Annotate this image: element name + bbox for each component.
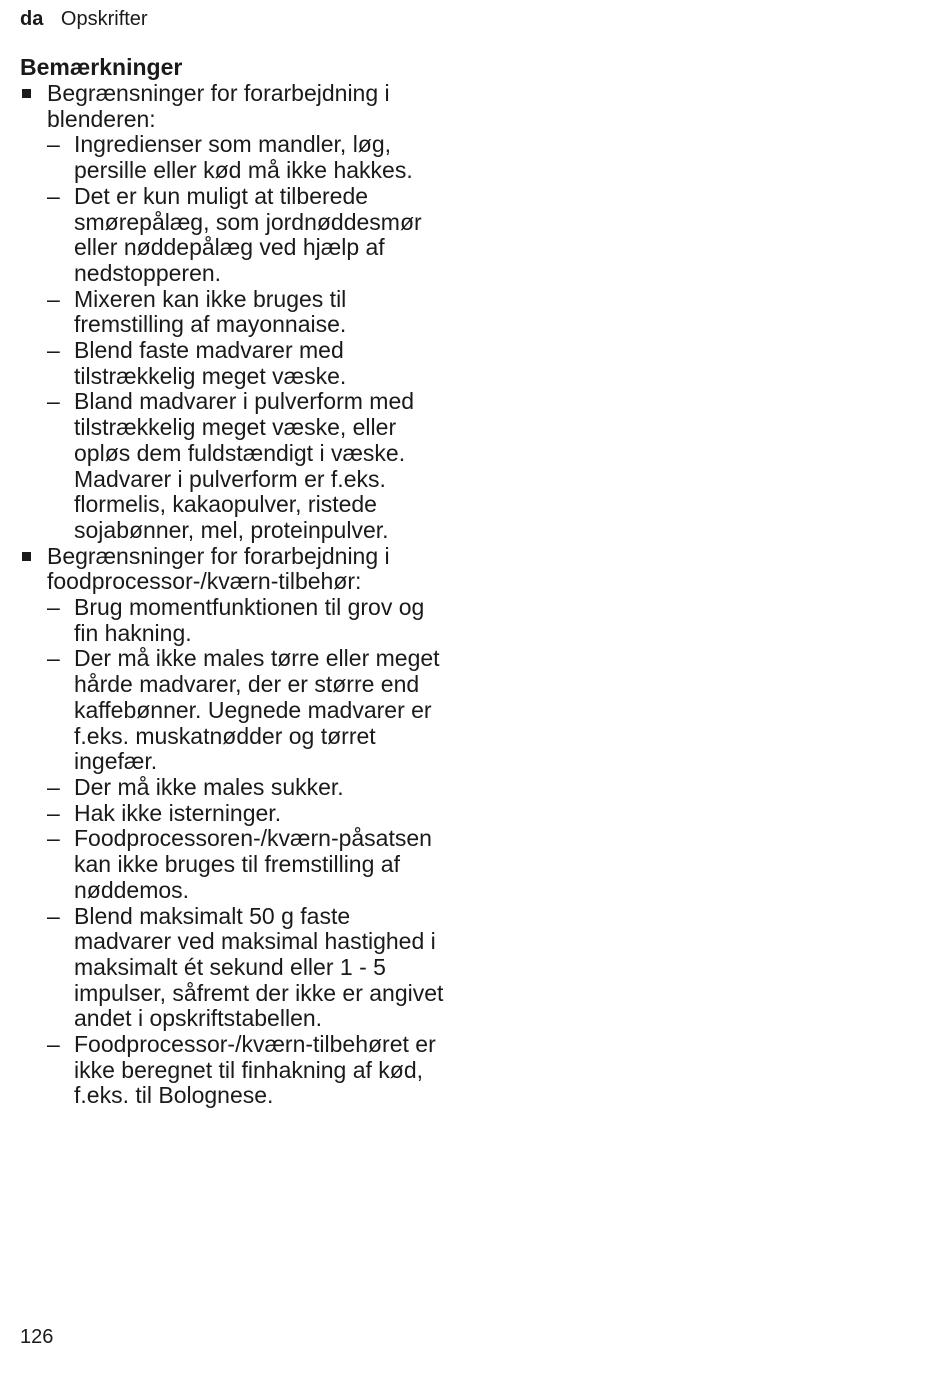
bullet-text: Begrænsninger for forarbejdning i foodprocessor-/kværn-tilbehør:	[47, 542, 390, 595]
notes-section	[20, 54, 450, 1109]
bullet-item-blender	[20, 81, 450, 544]
dash-marker: –	[47, 773, 60, 800]
bullet-list	[20, 81, 450, 1109]
dash-item	[47, 184, 450, 287]
dash-marker: –	[47, 799, 60, 826]
dash-item-text: Det er kun muligt at tilberede smørepålæg, som jordnøddesmør eller nøddepålæg ved hjælp af nedstopperen.	[74, 182, 422, 286]
dash-item-text: Blend faste madvarer med tilstrækkelig meget væske.	[74, 337, 347, 389]
dash-item-text: Foodprocessor-/kværn-tilbehøret er ikke beregnet til finhakning af kød, f.eks. til Bolognese.	[74, 1031, 436, 1109]
dash-item-text: Der må ikke males sukker.	[74, 773, 344, 800]
language-code: da	[20, 8, 44, 30]
dash-item-text: Ingredienser som mandler, løg, persille eller kød må ikke hakkes.	[74, 131, 413, 184]
dash-item	[47, 1032, 450, 1109]
bullet-text: Begrænsninger for forarbejdning i blenderen:	[47, 80, 390, 132]
page-header	[20, 6, 148, 32]
dash-item-text: Mixeren kan ikke bruges til fremstilling af mayonnaise.	[74, 285, 347, 338]
dash-item	[47, 646, 450, 775]
bullet-item-foodprocessor	[20, 544, 450, 1109]
dash-item-text: Der må ikke males tørre eller meget hårde madvarer, der er større end kaffebønner. Uegnede madvarer er f.eks. muskatnødder og tørret ingefær.	[74, 645, 440, 775]
dash-item	[47, 338, 450, 389]
dash-marker: –	[47, 337, 60, 364]
dash-item	[47, 826, 450, 903]
dash-item	[47, 389, 450, 543]
dash-item-text: Blend maksimalt 50 g faste madvarer ved maksimal hastighed i maksimalt ét sekund eller 1 - 5 impulser, såfremt der ikke er angivet andet i opskriftstabellen.	[74, 902, 444, 1032]
chapter-title: Opskrifter	[60, 8, 148, 30]
dash-item	[47, 801, 450, 827]
square-bullet-icon	[22, 89, 31, 98]
dash-item	[47, 775, 450, 801]
dash-marker: –	[47, 131, 60, 158]
page-number: 126	[20, 1326, 54, 1348]
dash-marker: –	[47, 1031, 60, 1058]
dash-item-text: Brug momentfunktionen til grov og fin hakning.	[74, 594, 425, 646]
section-title: Bemærkninger	[20, 54, 183, 80]
dash-item	[47, 595, 450, 646]
dash-item	[47, 904, 450, 1033]
dash-list	[47, 132, 450, 543]
dash-item	[47, 287, 450, 338]
dash-marker: –	[47, 388, 60, 415]
square-bullet-icon	[22, 552, 31, 561]
dash-marker: –	[47, 182, 60, 209]
dash-item	[47, 132, 450, 183]
dash-list	[47, 595, 450, 1109]
dash-marker: –	[47, 285, 60, 312]
dash-item-text: Bland madvarer i pulverform med tilstrækkelig meget væske, eller opløs dem fuldstændigt i væske. Madvarer i pulverform er f.eks. flormelis, kakaopulver, ristede sojabønner, mel, proteinpulver.	[74, 388, 415, 543]
dash-marker: –	[47, 902, 60, 929]
dash-marker: –	[47, 645, 60, 672]
dash-item-text: Hak ikke isterninger.	[74, 799, 282, 826]
dash-item-text: Foodprocessoren-/kværn-påsatsen kan ikke bruges til fremstilling af nøddemos.	[74, 825, 432, 903]
dash-marker: –	[47, 825, 60, 852]
dash-marker: –	[47, 594, 60, 621]
